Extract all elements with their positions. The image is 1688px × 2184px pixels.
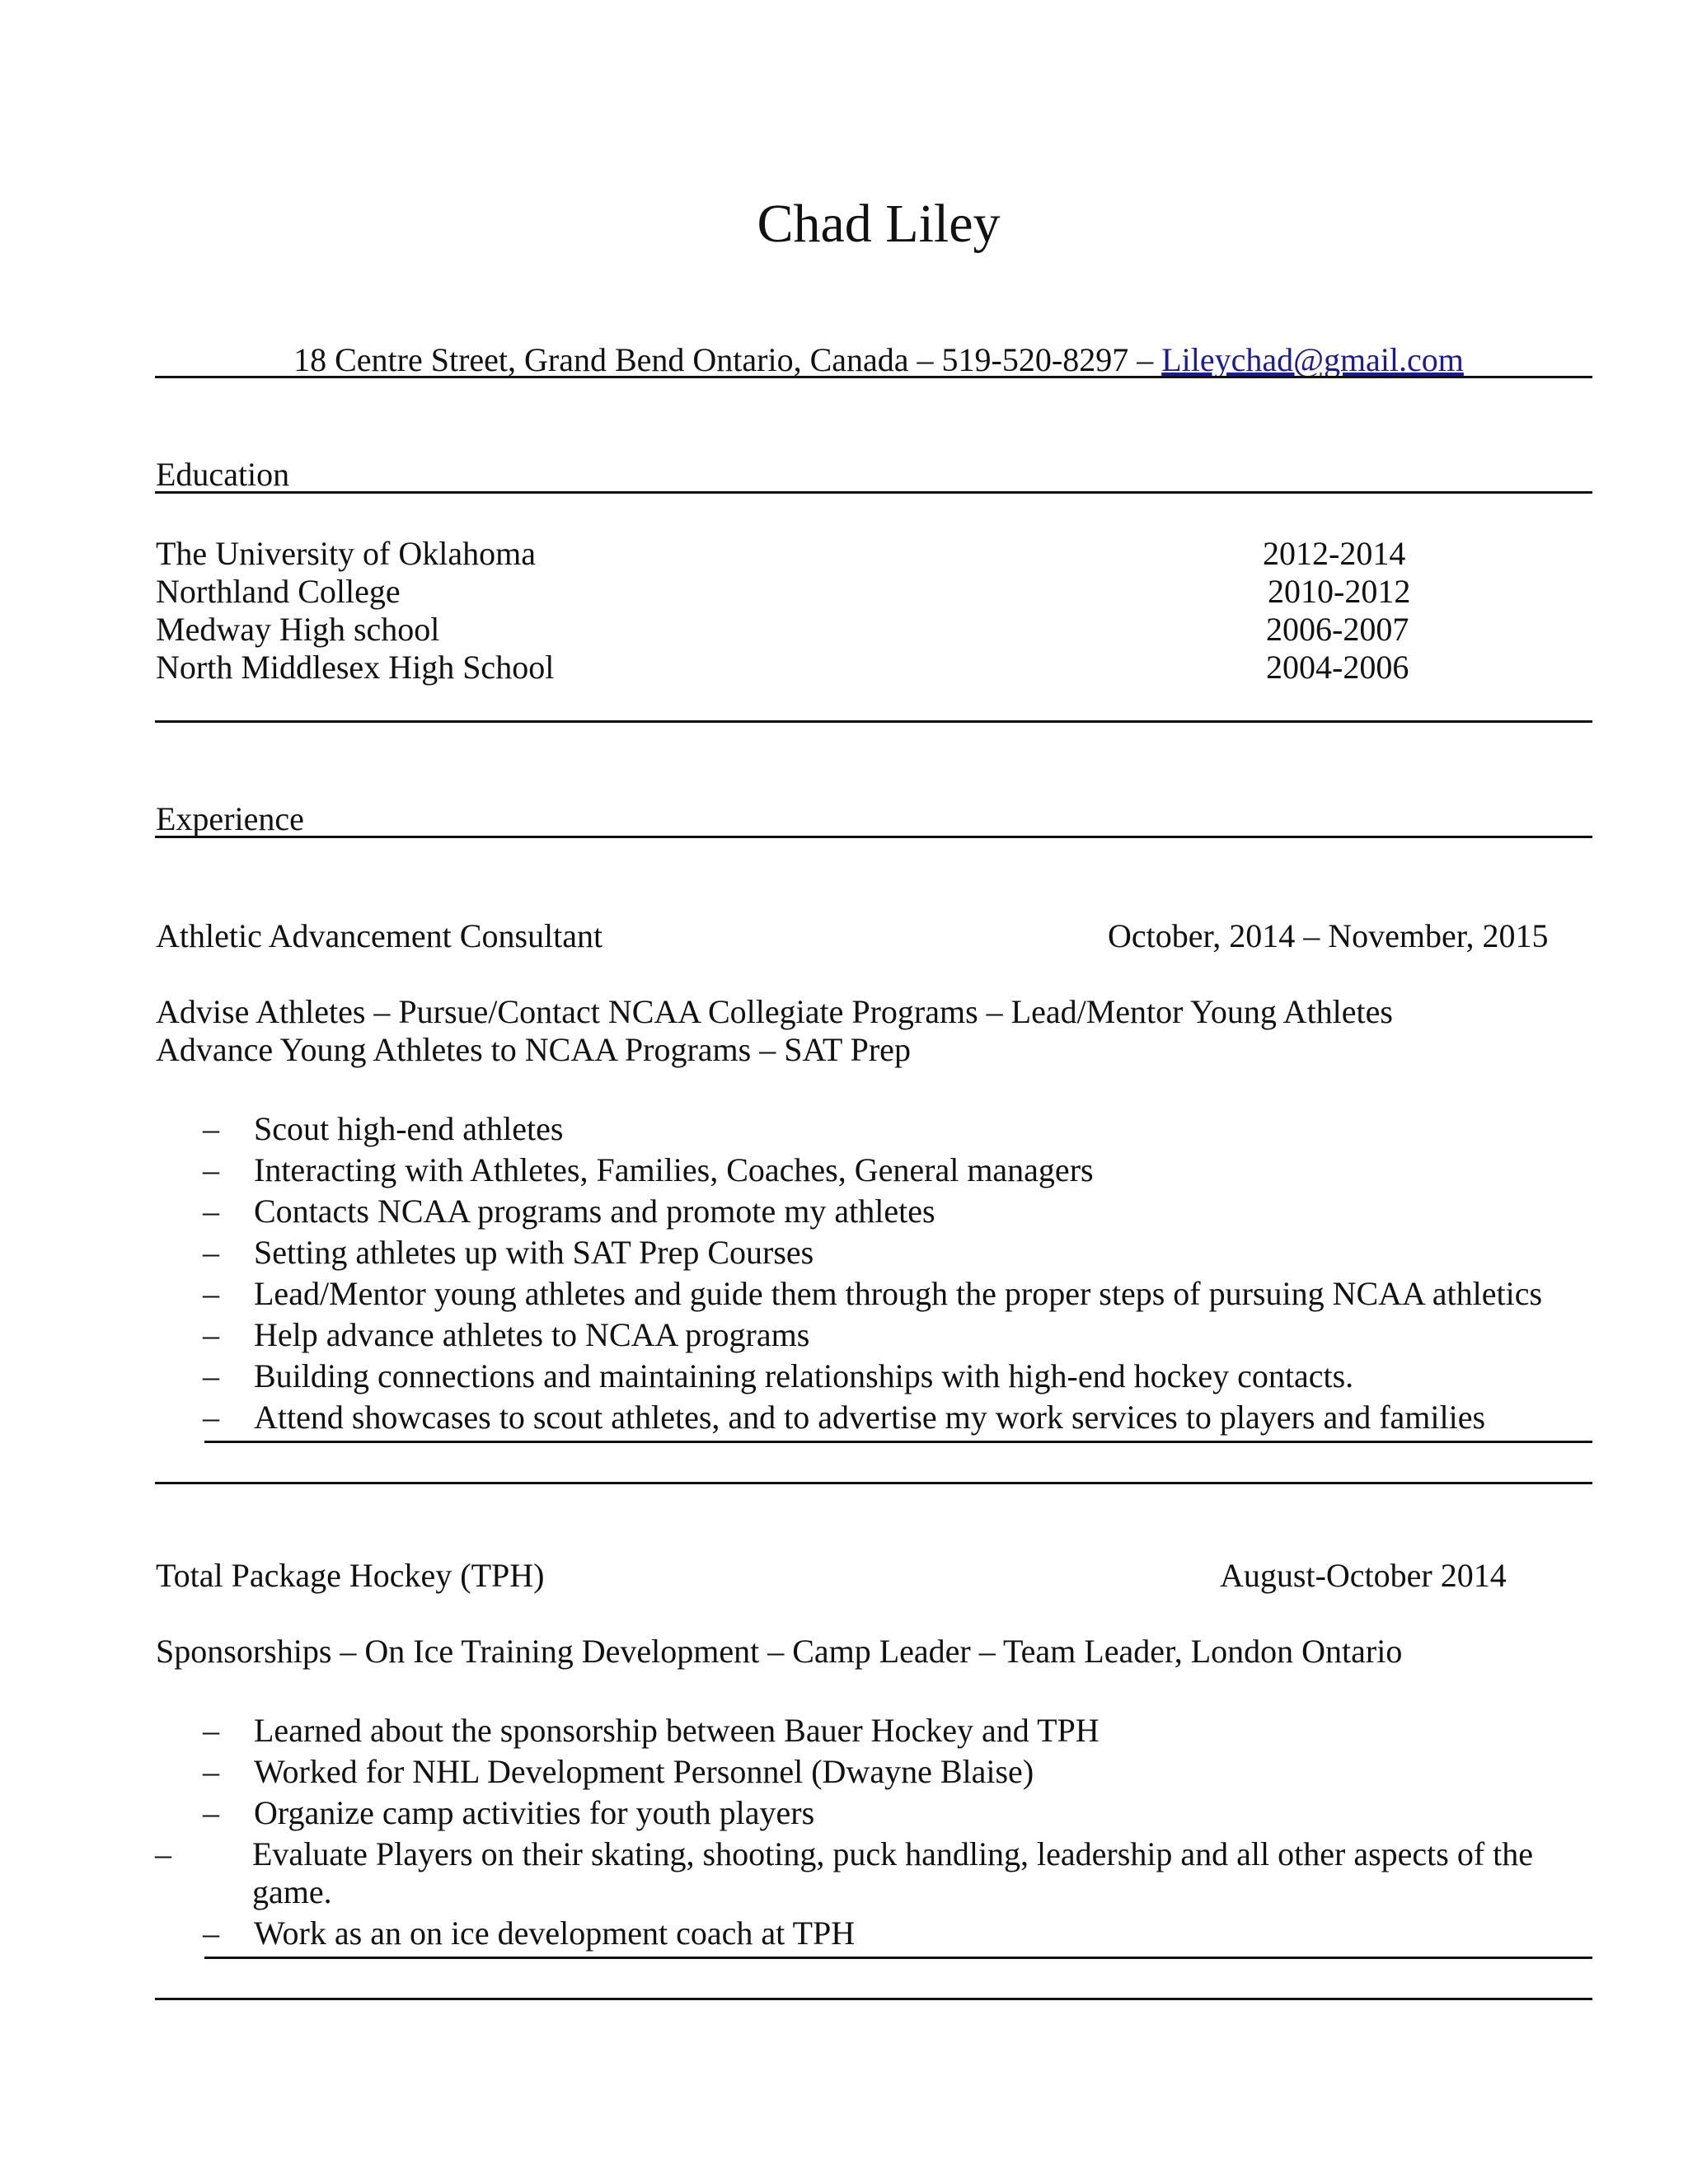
dash-bullet: – (203, 1316, 219, 1353)
address: 18 Centre Street, Grand Bend Ontario, Canada (293, 341, 909, 378)
list-item: Contacts NCAA programs and promote my athletes (254, 1193, 935, 1230)
dash-bullet: – (203, 1753, 219, 1790)
school-years: 2010-2012 (1268, 573, 1411, 610)
resume-name: Chad Liley (757, 194, 1001, 254)
dash-bullet: – (155, 1835, 171, 1872)
email-link[interactable]: Lileychad@gmail.com (1161, 341, 1464, 378)
job-summary-line: Advance Young Athletes to NCAA Programs – SAT Prep (156, 1031, 911, 1068)
list-item: Evaluate Players on their skating, shooting, puck handling, leadership and all other aspects of the (252, 1835, 1534, 1872)
separator: – (1128, 341, 1162, 378)
school-name: Northland College (156, 573, 401, 610)
section-title-education: Education (156, 456, 290, 493)
list-item: Setting athletes up with SAT Prep Courses (254, 1234, 814, 1271)
section-title-experience: Experience (156, 800, 304, 837)
list-item: Building connections and maintaining relationships with high-end hockey contacts. (254, 1357, 1354, 1394)
list-item: Interacting with Athletes, Families, Coaches, General managers (254, 1151, 1094, 1188)
job-title: Athletic Advancement Consultant (156, 917, 603, 954)
job-dates: October, 2014 – November, 2015 (1108, 917, 1549, 954)
contact-line (0, 340, 1688, 381)
dash-bullet: – (203, 1151, 219, 1188)
dash-bullet: – (203, 1915, 219, 1952)
school-name: Medway High school (156, 611, 440, 648)
school-years: 2004-2006 (1266, 649, 1409, 686)
job-dates: August-October 2014 (1220, 1557, 1507, 1594)
list-item: Scout high-end athletes (254, 1110, 564, 1147)
job-end-rule (155, 1482, 1592, 1484)
dash-bullet: – (203, 1399, 219, 1436)
contact-rule (155, 376, 1592, 378)
separator: – (908, 341, 942, 378)
dash-bullet: – (203, 1357, 219, 1394)
list-item: Organize camp activities for youth players (254, 1794, 815, 1831)
dash-bullet: – (203, 1712, 219, 1749)
dash-bullet: – (203, 1275, 219, 1312)
school-name: The University of Oklahoma (156, 535, 536, 572)
job-end-rule (155, 1998, 1592, 2000)
dash-bullet: – (203, 1110, 219, 1147)
job-summary-line: Advise Athletes – Pursue/Contact NCAA Collegiate Programs – Lead/Mentor Young Athletes (156, 993, 1393, 1030)
list-item: Help advance athletes to NCAA programs (254, 1316, 810, 1353)
list-item: Work as an on ice development coach at TPH (254, 1915, 856, 1952)
experience-title-rule (155, 836, 1592, 838)
education-end-rule (155, 720, 1592, 723)
school-years: 2012-2014 (1263, 535, 1406, 572)
education-title-rule (155, 491, 1592, 494)
bullet-list-rule (204, 1441, 1592, 1443)
list-item-continuation: game. (252, 1873, 332, 1910)
list-item: Attend showcases to scout athletes, and to advertise my work services to players and families (254, 1399, 1486, 1436)
school-name: North Middlesex High School (156, 649, 555, 686)
job-summary-line: Sponsorships – On Ice Training Development – Camp Leader – Team Leader, London Ontario (156, 1633, 1403, 1670)
dash-bullet: – (203, 1794, 219, 1831)
dash-bullet: – (203, 1193, 219, 1230)
phone: 519-520-8297 (941, 341, 1129, 378)
list-item: Worked for NHL Development Personnel (Dwayne Blaise) (254, 1753, 1034, 1790)
list-item: Learned about the sponsorship between Bauer Hockey and TPH (254, 1712, 1100, 1749)
school-years: 2006-2007 (1266, 611, 1409, 648)
bullet-list-rule (204, 1957, 1592, 1959)
job-title: Total Package Hockey (TPH) (156, 1557, 545, 1594)
dash-bullet: – (203, 1234, 219, 1271)
list-item: Lead/Mentor young athletes and guide them through the proper steps of pursuing NCAA athletics (254, 1275, 1543, 1312)
